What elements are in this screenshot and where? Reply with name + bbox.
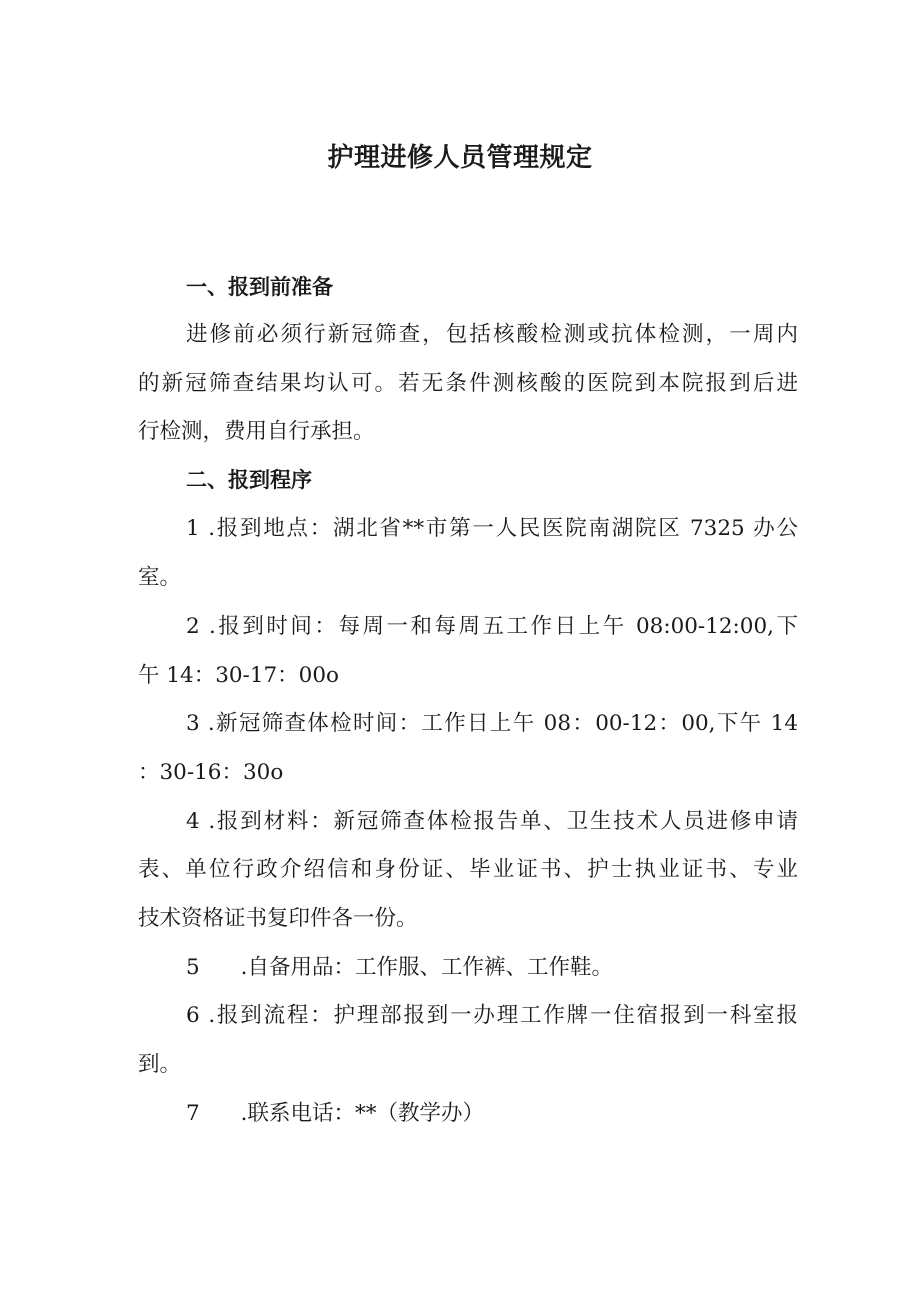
list-item-time: 2 .报到时间：每周一和每周五工作日上午 08:00-12:00,下 — [186, 614, 798, 639]
list-item-supplies: 5 .自备用品：工作服、工作裤、工作鞋。 — [186, 955, 614, 980]
list-item-location-cont: 室。 — [138, 565, 182, 590]
list-item-contact: 7 .联系电话：**（教学办） — [186, 1101, 485, 1126]
list-item-location: 1 .报到地点：湖北省**市第一人民医院南湖院区 7325 办公 — [186, 516, 798, 541]
document-title: 护理进修人员管理规定 — [327, 143, 593, 173]
list-item-screening-time-cont: ：30-16：30o — [138, 760, 284, 785]
list-item-materials-cont: 技术资格证书复印件各一份。 — [138, 906, 418, 931]
list-item-materials-cont: 表、单位行政介绍信和身份证、毕业证书、护士执业证书、专业 — [138, 857, 798, 882]
list-item-materials: 4 .报到材料：新冠筛查体检报告单、卫生技术人员进修申请 — [186, 809, 798, 834]
list-item-time-cont: 午 14：30-17：00o — [138, 663, 339, 688]
paragraph-line: 的新冠筛查结果均认可。若无条件测核酸的医院到本院报到后进 — [138, 371, 798, 396]
list-item-process-cont: 到。 — [138, 1052, 182, 1077]
list-item-screening-time: 3 .新冠筛查体检时间：工作日上午 08：00-12：00,下午 14 — [186, 711, 798, 736]
paragraph-line: 行检测，费用自行承担。 — [138, 419, 375, 444]
list-item-process: 6 .报到流程：护理部报到一办理工作牌一住宿报到一科室报 — [186, 1003, 798, 1028]
section-heading-preparation: 一、报到前准备 — [186, 275, 333, 299]
paragraph-line: 进修前必须行新冠筛查，包括核酸检测或抗体检测，一周内 — [186, 322, 798, 347]
section-heading-procedure: 二、报到程序 — [186, 468, 312, 492]
